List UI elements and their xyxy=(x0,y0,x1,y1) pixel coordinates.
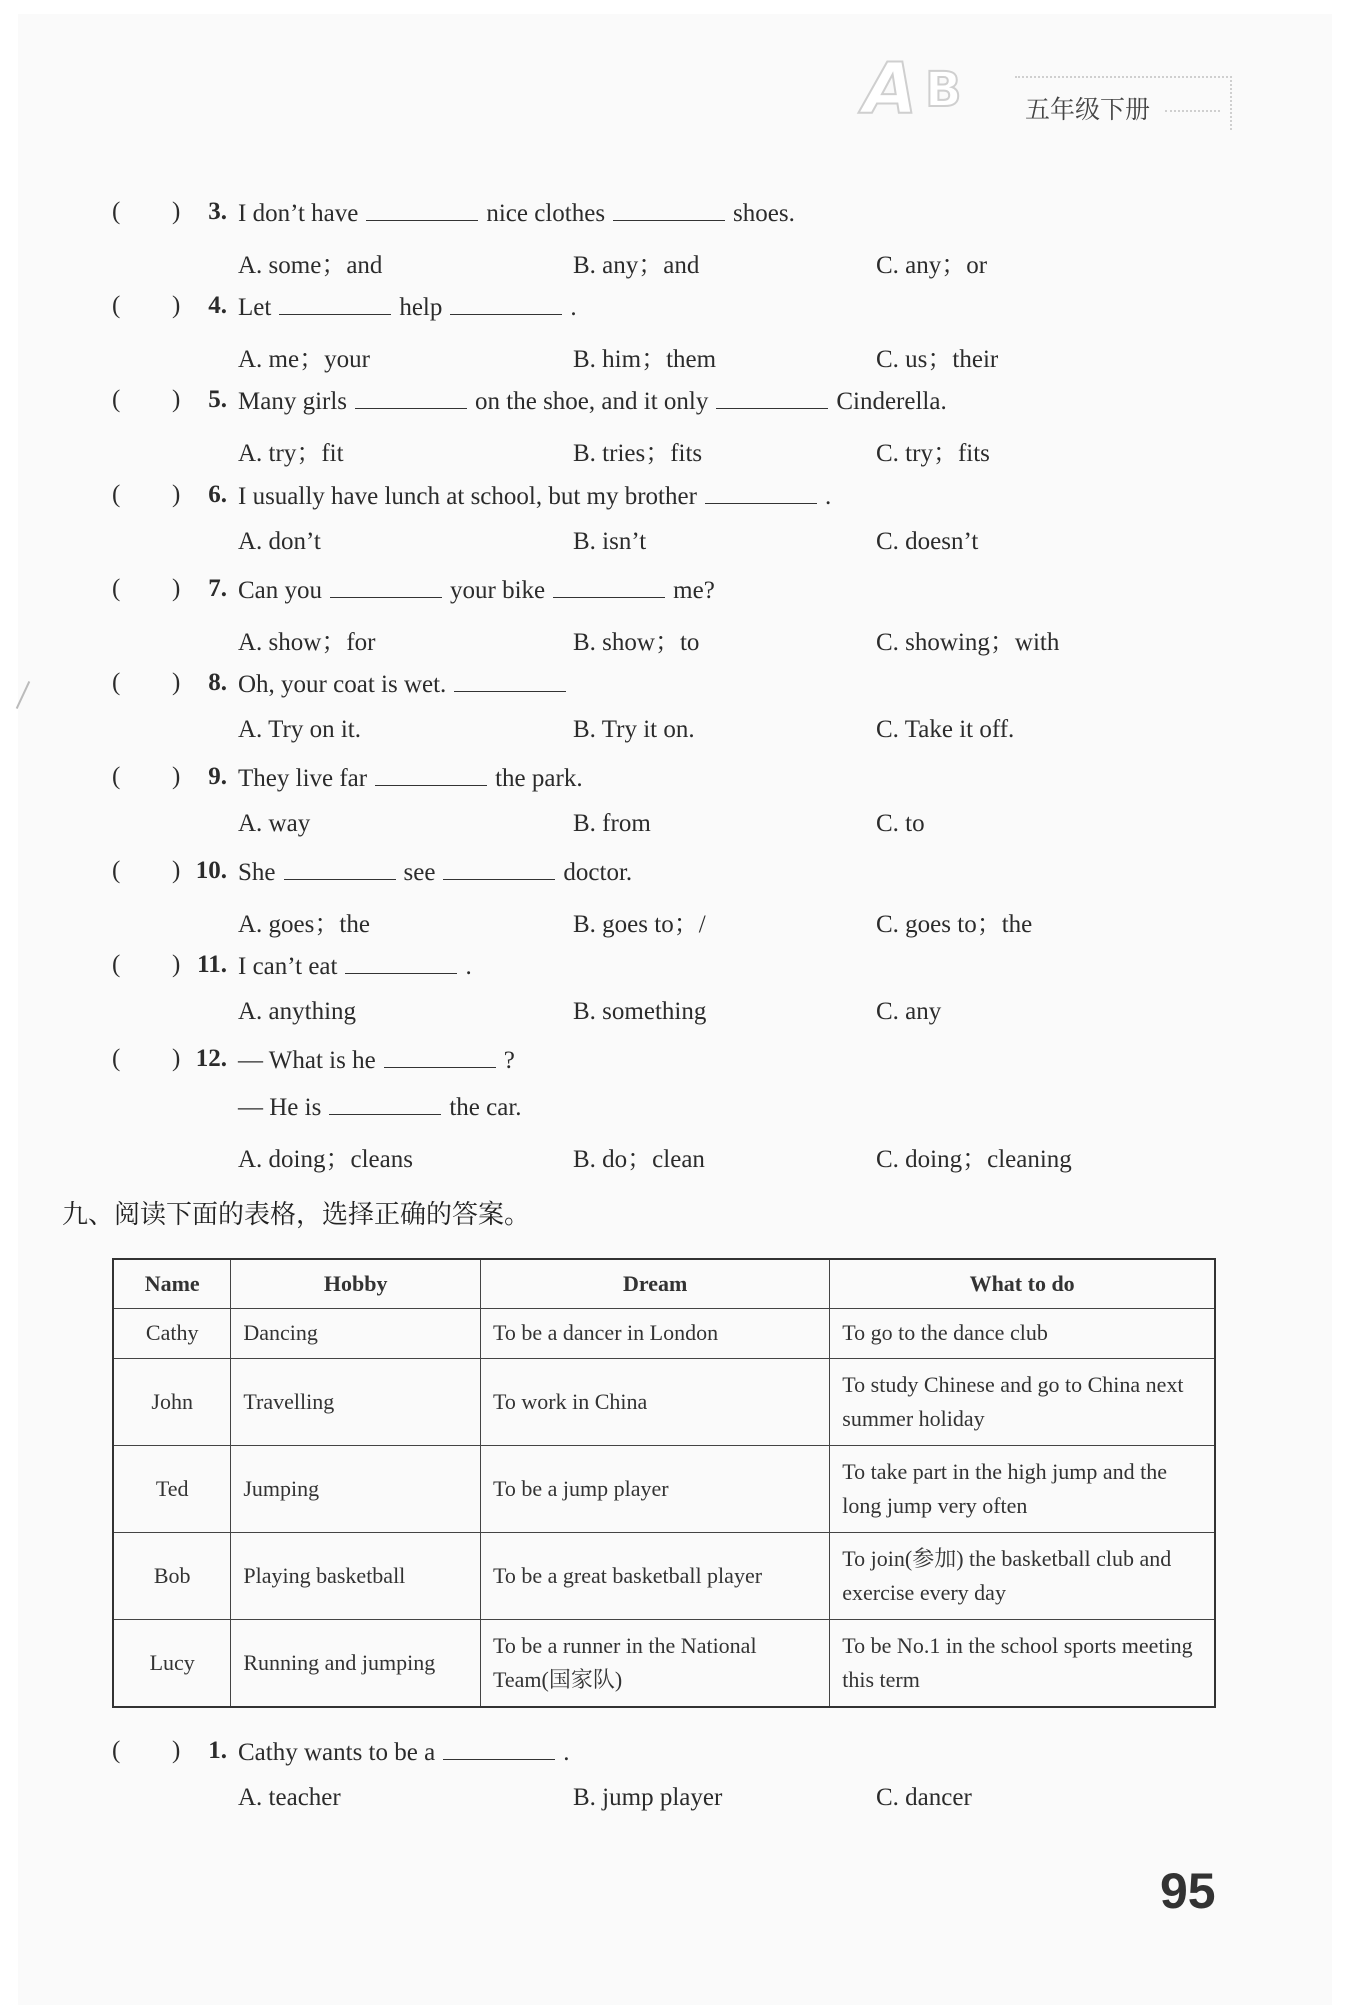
answer-blank[interactable] xyxy=(345,951,457,974)
option-c[interactable]: C. dancer xyxy=(876,1784,972,1811)
question-row: ( ) 8. Oh, your coat is wet. xyxy=(0,669,1350,709)
question-number: 4. xyxy=(208,292,227,319)
option-c[interactable]: C. doing；cleaning xyxy=(876,1146,1072,1173)
option-c[interactable]: C. Take it off. xyxy=(876,716,1015,743)
question-row: ( ) 7. Can you your bike me? xyxy=(112,575,715,604)
table-cell: Running and jumping xyxy=(231,1620,481,1707)
question-text: Can you your bike me? xyxy=(238,577,715,604)
answer-blank[interactable] xyxy=(443,857,555,880)
answer-blank[interactable] xyxy=(443,1737,555,1760)
table-row xyxy=(113,1446,1215,1533)
table-cell: To join(参加) the basketball club and exercise every day xyxy=(830,1533,1215,1620)
table-cell: Lucy xyxy=(113,1620,231,1707)
column-header: What to do xyxy=(830,1259,1215,1309)
question-row: ( ) 6. I usually have lunch at school, but my brother . xyxy=(112,481,832,510)
option-a[interactable]: A. some；and xyxy=(238,252,383,279)
table-cell: Bob xyxy=(113,1533,231,1620)
question-number: 5. xyxy=(208,386,227,413)
option-c[interactable]: C. to xyxy=(876,810,925,837)
question-text: Let help . xyxy=(238,294,577,321)
header-dotted-line xyxy=(1165,110,1220,112)
question-number: 9. xyxy=(208,763,227,790)
answer-blank[interactable] xyxy=(330,575,442,598)
option-c[interactable]: C. try；fits xyxy=(876,440,990,467)
table-cell: Cathy xyxy=(113,1309,231,1359)
table-cell: To study Chinese and go to China next summer holiday xyxy=(830,1359,1215,1446)
option-b[interactable]: B. from xyxy=(573,810,651,837)
question-text: Many girls on the shoe, and it only Cinderella. xyxy=(238,388,947,415)
question-row: ( ) 11. I can’t eat . xyxy=(112,951,472,980)
question-text: I can’t eat . xyxy=(238,953,472,980)
section-title: 九、阅读下面的表格，选择正确的答案。 xyxy=(62,1200,531,1230)
option-b[interactable]: B. isn’t xyxy=(573,528,647,555)
table-cell: Jumping xyxy=(231,1446,481,1533)
column-header: Name xyxy=(113,1259,231,1309)
table-cell: To work in China xyxy=(480,1359,829,1446)
question-row-line2 xyxy=(0,1092,1350,1132)
question-text: Oh, your coat is wet. xyxy=(238,669,574,699)
column-header: Hobby xyxy=(231,1259,481,1309)
table-cell: To be a jump player xyxy=(480,1446,829,1533)
column-header: Dream xyxy=(480,1259,829,1309)
question-text: They live far the park. xyxy=(238,765,583,792)
logo-plus-icon: B xyxy=(925,62,962,118)
table-row xyxy=(113,1359,1215,1446)
option-a[interactable]: A. goes；the xyxy=(238,911,370,938)
option-a[interactable]: A. don’t xyxy=(238,528,321,555)
question-text: She see doctor. xyxy=(238,859,633,886)
question-text: I don’t have nice clothes shoes. xyxy=(238,200,795,227)
answer-blank[interactable] xyxy=(375,763,487,786)
hobby-table xyxy=(112,1258,1216,1708)
table-cell: To be a dancer in London xyxy=(480,1309,829,1359)
option-b[interactable]: B. do；clean xyxy=(573,1146,705,1173)
answer-blank[interactable] xyxy=(284,857,396,880)
option-b[interactable]: B. show；to xyxy=(573,629,700,656)
question-number: 3. xyxy=(208,198,227,225)
options-row xyxy=(0,1139,1350,1179)
question-number: 7. xyxy=(208,575,227,602)
table-row xyxy=(113,1309,1215,1359)
table-cell: Playing basketball xyxy=(231,1533,481,1620)
answer-blank[interactable] xyxy=(705,481,817,504)
question-number: 6. xyxy=(208,481,227,508)
answer-blank[interactable] xyxy=(384,1045,496,1068)
answer-blank[interactable] xyxy=(553,575,665,598)
question-row: ( ) 4. Let help . xyxy=(112,292,577,321)
option-b[interactable]: B. Try it on. xyxy=(573,716,695,743)
answer-blank[interactable] xyxy=(366,198,478,221)
question-number: 12. xyxy=(195,1045,227,1072)
options-row xyxy=(0,810,1350,850)
options-row xyxy=(0,622,1350,662)
logo-icon: A xyxy=(863,48,918,130)
options-row xyxy=(0,998,1350,1038)
answer-blank[interactable] xyxy=(329,1092,441,1115)
table-cell: To go to the dance club xyxy=(830,1309,1215,1359)
option-a[interactable]: A. teacher xyxy=(238,1784,341,1811)
question-number: 8. xyxy=(208,669,227,696)
option-a[interactable]: A. try；fit xyxy=(238,440,344,467)
question-row: ( ) 12. — What is he ? xyxy=(112,1045,515,1074)
page-header xyxy=(855,48,1230,138)
question-row: ( ) 5. Many girls on the shoe, and it only Cinderella. xyxy=(112,386,947,415)
option-c[interactable]: C. us；their xyxy=(876,346,999,373)
question-text: — He is the car. xyxy=(238,1094,522,1121)
option-a[interactable]: A. way xyxy=(238,810,311,837)
table-cell: To take part in the high jump and the long jump very often xyxy=(830,1446,1215,1533)
table-row xyxy=(113,1620,1215,1707)
option-b[interactable]: B. any；and xyxy=(573,252,700,279)
question-row: ( ) 1. Cathy wants to be a . xyxy=(112,1737,570,1766)
table-cell: To be No.1 in the school sports meeting this term xyxy=(830,1620,1215,1707)
table-cell: To be a runner in the National Team(国家队) xyxy=(480,1620,829,1707)
option-a[interactable]: A. me；your xyxy=(238,346,370,373)
option-c[interactable]: C. any xyxy=(876,998,942,1025)
options-row xyxy=(0,433,1350,473)
answer-blank[interactable] xyxy=(613,198,725,221)
option-a[interactable]: A. anything xyxy=(238,998,357,1025)
option-b[interactable]: B. tries；fits xyxy=(573,440,703,467)
question-number: 11. xyxy=(197,951,227,978)
option-b[interactable]: B. goes to；/ xyxy=(573,911,706,938)
question-number: 10. xyxy=(195,857,227,884)
grade-label: 五年级下册 xyxy=(1025,95,1151,124)
options-row xyxy=(0,528,1350,568)
options-row xyxy=(0,245,1350,285)
options-row xyxy=(0,339,1350,379)
option-c[interactable]: C. goes to；the xyxy=(876,911,1033,938)
option-b[interactable]: B. something xyxy=(573,998,707,1025)
table-cell: Ted xyxy=(113,1446,231,1533)
question-text: I usually have lunch at school, but my brother . xyxy=(238,483,832,510)
options-row xyxy=(0,904,1350,944)
answer-blank[interactable] xyxy=(279,292,391,315)
options-row xyxy=(0,716,1350,756)
answer-blank[interactable] xyxy=(454,669,566,692)
table-header-row xyxy=(113,1259,1215,1309)
table-cell: To be a great basketball player xyxy=(480,1533,829,1620)
page-number: 95 xyxy=(1160,1863,1216,1919)
table-cell: Dancing xyxy=(231,1309,481,1359)
option-b[interactable]: B. jump player xyxy=(573,1784,723,1811)
question-row: ( ) 3. I don’t have nice clothes shoes. xyxy=(112,198,795,227)
question-row: ( ) 10. She see doctor. xyxy=(112,857,633,886)
option-b[interactable]: B. him；them xyxy=(573,346,717,373)
option-c[interactable]: C. doesn’t xyxy=(876,528,979,555)
option-c[interactable]: C. any；or xyxy=(876,252,988,279)
question-text: Cathy wants to be a . xyxy=(238,1739,570,1766)
option-a[interactable]: A. show；for xyxy=(238,629,376,656)
question-number: 1. xyxy=(208,1737,227,1764)
option-a[interactable]: A. doing；cleans xyxy=(238,1146,413,1173)
answer-blank[interactable] xyxy=(450,292,562,315)
table-row xyxy=(113,1533,1215,1620)
question-row: ( ) 9. They live far the park. xyxy=(112,763,583,792)
table-cell: Travelling xyxy=(231,1359,481,1446)
option-c[interactable]: C. showing；with xyxy=(876,629,1060,656)
answer-blank[interactable] xyxy=(355,386,467,409)
table-cell: John xyxy=(113,1359,231,1446)
options-row xyxy=(0,1784,1350,1824)
answer-blank[interactable] xyxy=(716,386,828,409)
question-text: — What is he ? xyxy=(238,1047,515,1074)
option-a[interactable]: A. Try on it. xyxy=(238,716,361,743)
